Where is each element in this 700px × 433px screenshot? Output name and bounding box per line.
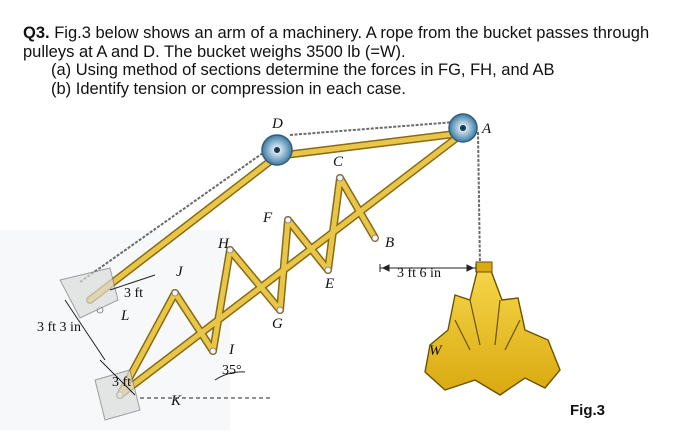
figure-caption: Fig.3 <box>570 402 606 419</box>
label-c: C <box>333 154 344 170</box>
crane-arm-figure <box>0 108 700 433</box>
label-w: W <box>429 343 442 359</box>
question-statement: Fig.3 below shows an arm of a machinery. A rope from the bucket passes through <box>54 24 650 42</box>
question-line-1 <box>23 24 693 43</box>
label-f: F <box>263 210 273 226</box>
label-b: B <box>385 235 395 251</box>
dim-span-bottom: 3 ft <box>112 375 132 390</box>
label-g: G <box>272 316 283 332</box>
question-part-a: (a) Using method of sections determine the forces in FG, FH, and AB <box>51 61 555 79</box>
dim-bucket-offset: 3 ft 6 in <box>397 266 441 281</box>
label-k: K <box>171 393 182 409</box>
label-e: E <box>325 276 335 292</box>
label-i: I <box>229 342 234 358</box>
label-h: H <box>218 236 229 252</box>
pulley-d <box>262 135 292 165</box>
dim-span-top: 3 ft <box>124 286 144 301</box>
pulley-a <box>449 114 477 142</box>
label-l: L <box>121 308 130 324</box>
label-d: D <box>272 116 283 132</box>
question-line-2: pulleys at A and D. The bucket weighs 3500 lb (=W). <box>23 42 406 61</box>
label-a: A <box>482 121 492 137</box>
bucket-hook <box>476 262 492 272</box>
question-text <box>23 24 693 98</box>
dim-span-left: 3 ft 3 in <box>37 320 81 335</box>
question-part-b: (b) Identify tension or compression in each case. <box>51 79 406 98</box>
label-j: J <box>176 264 183 280</box>
question-number: Q3. <box>23 24 50 42</box>
dim-angle: 35° <box>222 363 242 378</box>
